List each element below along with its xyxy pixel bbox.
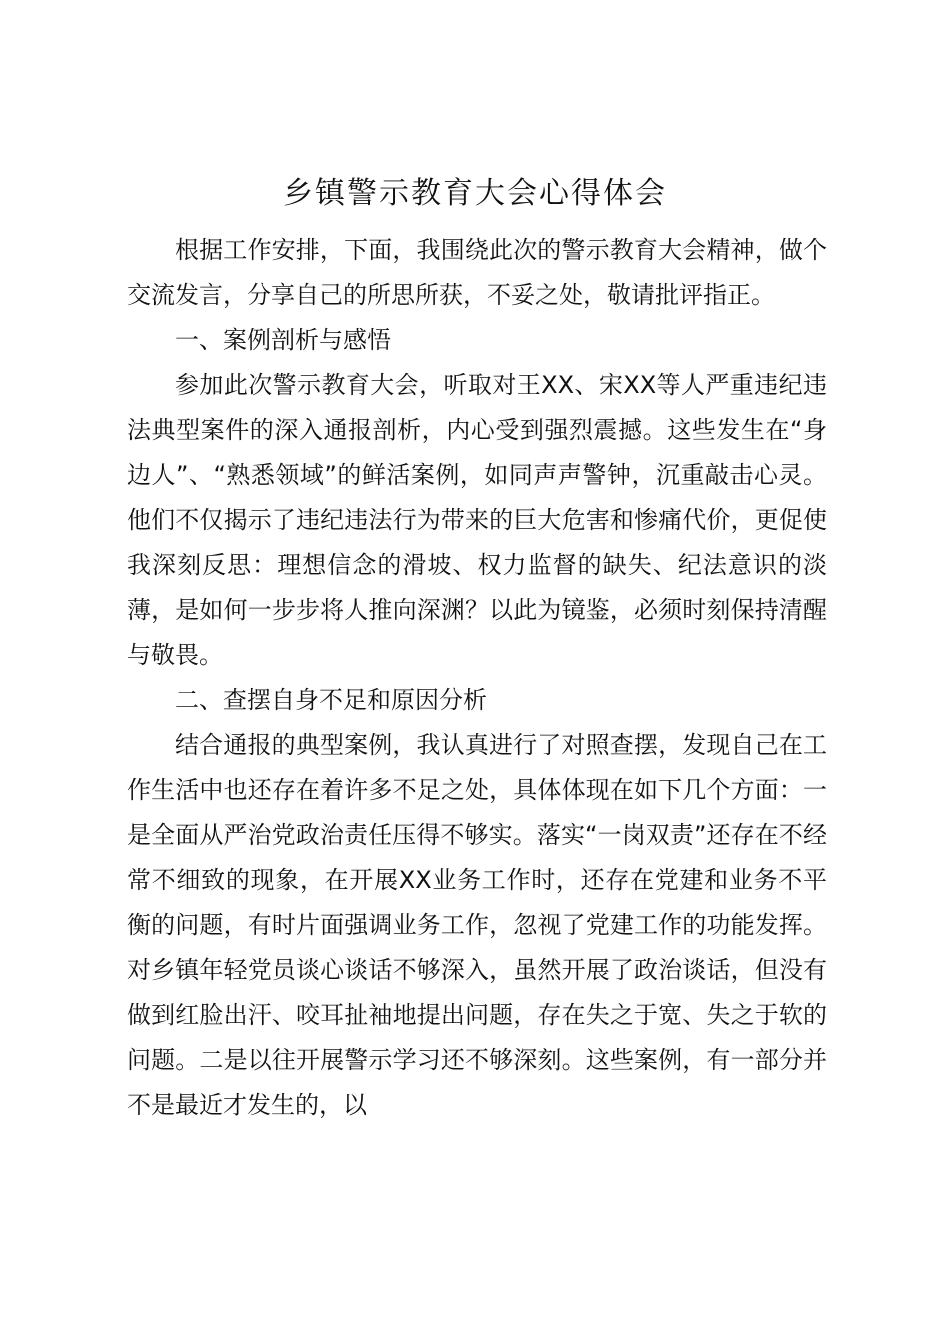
section-heading-1: 一、案例剖析与感悟 [175, 326, 391, 354]
document-body [127, 228, 827, 1128]
body-paragraph: 参加此次警示教育大会，听取对王XX、宋XX等人严重违纪违法典型案件的深入通报剖析，内心受到强烈震撼。这些发生在“身边人”、“熟悉领域”的鲜活案例，如同声声警钟，沉重敲击心灵。他们不仅揭示了违纪违法行为带来的巨大危害和惨痛代价，更促使我深刻反思：理想信念的滑坡、权力监督的缺失、纪法意识的淡薄，是如何一步步将人推向深渊？以此为镜鉴，必须时刻保持清醒与敬畏。 [127, 371, 827, 669]
section-heading-2: 二、查摆自身不足和原因分析 [175, 686, 487, 714]
document-title: 乡镇警示教育大会心得体会 [283, 176, 667, 211]
body-paragraph: 结合通报的典型案例，我认真进行了对照查摆，发现自己在工作生活中也还存在着许多不足之处，具体体现在如下几个方面：一是全面从严治党政治责任压得不够实。落实“一岗双责”还存在不经常不细致的现象，在开展XX业务工作时，还存在党建和业务不平衡的问题，有时片面强调业务工作，忽视了党建工作的功能发挥。对乡镇年轻党员谈心谈话不够深入，虽然开展了政治谈话，但没有做到红脸出汗、咬耳扯袖地提出问题，存在失之于宽、失之于软的问题。二是以往开展警示学习还不够深刻。这些案例，有一部分并不是最近才发生的，以 [127, 731, 827, 1119]
intro-paragraph: 根据工作安排，下面，我围绕此次的警示教育大会精神，做个交流发言，分享自己的所思所获，不妥之处，敬请批评指正。 [127, 236, 827, 309]
